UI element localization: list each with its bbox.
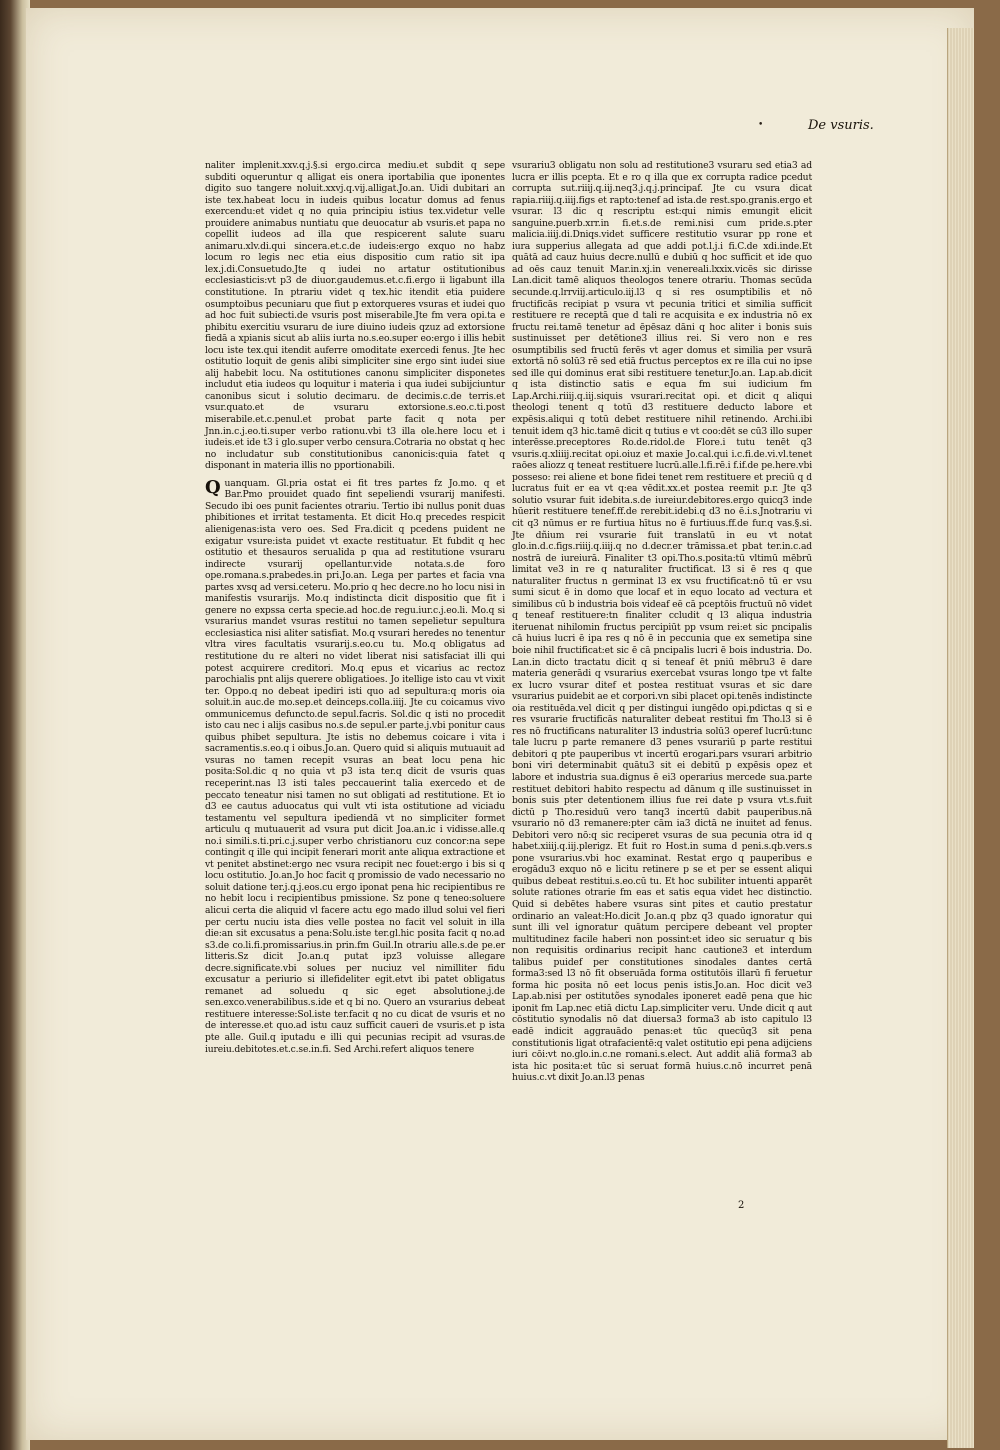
running-head: De vsuris. xyxy=(808,118,874,133)
right-text-column xyxy=(512,160,812,1084)
left-paragraph-2-wrapper xyxy=(205,478,505,1055)
page-fore-edge xyxy=(947,28,974,1448)
left-paragraph-2: uanquam. Gl.pria ostat ei fit tres partes fz Jo.mo. q et Bar.Pmo prouidet quado fint sepeliendi vsurarij manifesti. Secudo ibi oes punit facientes otrariu. Tertio ibi nullus ponit duas phibitiones et irritat testamenta. Et dicit Ho.q precedes respicit alienigenas:ista vero oes. Sed Fra.dicit q pcedens puident ne exigatur vsure:ista puidet vt exacte restituatur. Et fubdit q hec ostitutio et thesauros serualida p qua ad restitutione vsuraru indirecte vsurarij opellantur.vide notata.s.de foro ope.romana.s.prabedes.in pri.Jo.an. Lega per partes et facia vna partes xvsq ad versi.ceteru. Mo.prio q hec decre.no ho locu nisi in manifestis vsurarijs. Mo.q indistincta dicit dispositio que fit i genere no expssa certa specie.ad hoc.de regu.iur.c.j.eo.li. Mo.q si vsurarius mandet vsuras restitui no tamen sepelietur sepultura ecclesiastica nisi aliter satisfiat. Mo.q vsurari heredes no tenentur vltra vires facultatis vsurarij.s.eo.cu tu. Mo.q obligatus ad restitutione du re alteri no videt liberat nisi satisfaciat illi qui potest acquirere creditori. Mo.q epus et vicarius ac rectoz parochialis pnt alijs querere obligatioes. Jo itellige isto cau vt vixit ter. Oppo.q no debeat ipediri isti quo ad sepultura:q moris oia soluit.in auc.de mo.sep.et deinceps.colla.iiij. Jte cu coicamus vivo ommunicemus defuncto.de sepul.facris. Sol.dic q isti no procedit isto cau nec i alijs casibus no.s.de sepul.er parte.j.vbi ponitur caus quibus phibet sepultura. Jte istis no debemus coicare i vita i sacramentis.s.eo.q i oibus.Jo.an. Quero quid si aliquis mutuauit ad vsuras no tamen recepit vsuras an beat locu pena hic posita:Sol.dic q no quia vt p3 ista ter.q dicit de vsuris quas receperint.nas l3 isti tales peccauerint talia exercedo et de peccato teneatur nisi tamen no sut obligati ad restitutione. Et io d3 ee cautus aduocatus qui vult vti ista ostitutione ad viciadu testamentu vel sepultura ipediendā vt no simpliciter formet articulu q mutuauerit ad vsura put dicit Joa.an.ic i vidisse.alle.q no.i simili.s.ti.pri.c.j.super verbo christianoru cuz concor:na sepe contingit q ille qui incipit fenerari morit ante aliqua extractione et vt penitet abstinet:ergo nec vsura recipit nec fouet:ergo i bis si q locu ostitutio. Jo.an.Jo hoc facit q promissio de vado necessario no soluit datione ter.j.q.j.eos.cu ergo iponat pena hic recipientibus re no hebit locu i recipientibus pmissione. Sz pone q teneo:soluere alicui certa die aliquid vl facere actu ego mado illud solui vel fieri per certu nuciu ista dies velle postea no facit vel soluit in illa die:an sit excusatus a pena:Solu.iste ter.gl.hic posita facit q no.ad s3.de co.li.fi.promissarius.in prin.fm Guil.In otrariu alle.s.de pe.er litteris.Sz dicit Jo.an.q putat ipz3 voluisse allegare decre.significate.vbi solues per nuciuz vel nimilliter fidu excusatur a periurio si illefideliter egit.etvt ibi patet obligatus remanet ad soluedu q sic eget absolutione.j.de sen.exco.venerabilibus.s.ide et q bi no. Quero an vsurarius debeat restituere interesse:Sol.iste ter.facit q no cu dicat de vsuris et no de interesse.et quo.ad istu cauz sufficit caueri de vsuris.et p ista pte alle. Guil.q iputadu e illi qui pecunias recipit ad vsuras.de iureiu.debitotes.et.c.se.in.fi. Sed Archi.refert aliquos tenere xyxy=(205,477,505,1055)
left-text-column xyxy=(205,160,505,1055)
decorated-initial: Q xyxy=(205,476,221,498)
margin-dot-mark: • xyxy=(758,120,764,130)
left-paragraph-1: naliter implenit.xxv.q.j.§.si ergo.circa mediu.et subdit q sepe subditi oqueruntur q alligat eis onera iportabilia que iponentes digito suo tangere noluit.xxvj.q.vij.alligat.Jo.an. Uidi dubitari an iste tex.habeat locu in iudeis quibus locatur domus ad fenus exercendu:et videt q no quia principiu istius tex.videtur velle prouidere animabus nuntiatu que deuocatur ab vsuris.et papa no copellit iudeos ad illa que respicerent salute suaru animaru.xlv.di.qui sincera.et.c.de iudeis:ergo exquo no habz locum ro legis nec etia eius dispositio cum ratio sit ipa lex.j.di.Consuetudo.Jte q iudei no artatur ostitutionibus ecclesiasticis:vt p3 de diuor.gaudemus.et.c.fi.ergo ii ligabunt illa constitutione. In ptrariu videt q tex.hic itendit etia puidere osumptoibus pecuniaru que fiut p extorqueres vsuras et iudei quo ad hoc fuit subiecti.de vsuris post miserabile.Jte fm vera opi.ta e phibitu exercitiu vsuraru de iure diuino iudeis qzuz ad extorsione fiedā a xpianis sicut ab aliis iurta no.s.eo.super eo:ergo i illis hebit locu iste tex.qui itendit auferre omoditate exercedi fenus. Jte hec ostitutio loquit de genis alibi simpliciter sine ergo sint iudei siue alij habebit locu. Na ostitutiones canonu simpliciter disponetes includut etia iudeos qu loquitur i materia i qua iudei subijciuntur canonibus sicut i solutio decimaru. de decimis.c.de terris.et vsur.quato.et de vsuraru extorsione.s.eo.c.ti.post miserabile.et.c.penul.et probat parte facit q nota per Jnn.in.c.j.eo.ti.super verbo rationu.vbi t3 illa ole.here locu et i iudeis.et ide t3 i glo.super verbo censura.Cotraria no obstat q hec no includatur sub constitutionibus canonicis:quia fatet q disponant in materia illis no pportionabili. xyxy=(205,160,505,472)
signature-mark: 2 xyxy=(738,1200,745,1211)
right-paragraph-1: vsurariu3 obligatu non solu ad restitutione3 vsuraru sed etia3 ad lucra er illis pcepta. Et e ro q illa que ex corrupta radice pcedut corrupta sut.riiij.q.iij.neq3.j.q.j.principaf. Jte cu vsura dicat rapia.riiij.q.iiij.figs et rapto:tenef ad ista.de rest.spo.granis.ergo et vsurar. l3 dic q rescriptu est:qui nimis emungit elicit sanguine.puerb.xrr.in fi.et.s.de remi.nisi cum pride.s.pter malicia.iiij.di.Dniqs.videt sufficere restitutio vsurar pp rone et iura supperius allegata ad que addi pot.l.j.i fi.C.de xdi.inde.Et quātā ad cauz huius decre.nullū e dubiū q hoc sufficit et ide quo ad oēs cauz tenuit Mar.in.xj.in venereali.lxxix.vicēs sic dirisse Lan.dicit tamē aliquos theologos tenere otrariu. Thomas secūda secunde.q.lrrviij.articulo.iij.l3 q si res osumptibilis et nō fructificās recipiat p vsura vt pecunia tritici et similia sufficit restituere re receptā que d tali re acquisita e ex industria nō ex fructu rei.tamē tenetur ad ēpēsaz dāni q hoc aliter i bonis suis sustinuisset per detētione3 illius rei. Si vero non e res osumptibilis sed fructū ferēs vt ager domus et similia per vsurā extortā nō solū3 rē sed etiā fructus perceptos ex re illa cui no ipse sed ille qui dominus erat sibi restituere tenetur.Jo.an. Lap.ab.dicit q ista distinctio satis e equa fm sui iudicium fm Lap.Archi.riiij.q.iij.siquis vsurari.recitat opi. et dicit q aliqui theologi tenent q totū d3 restituere deducto labore et expēsis.aliqui q totū debet restituere nihil retinendo. Archi.ibi tenuit idem q3 hic.tamē dicit q tutius e vt coo:dēt se cū3 illo super interēsse.preceptores Ro.de.ridol.de Flore.i tutu tenēt q3 vsuris.q.xliiij.recitat opi.oiuz et maxie Jo.cal.qui i.c.fi.de.vi.vl.tenet raōes aliozz q teneat restituere lucrū.alle.l.fi.rē.i f.if.de pe.here.vbi posseso: rei aliene et bone fidei tenet rem restituere et preciū q d lucratus fuit er ea vt q:ea vēdit.xx.et postea reemit p.r. Jte q3 solutio vsurar fuit idebita.s.de iureiur.debitores.ergo quicq3 inde hūerit restituere tenef.ff.de rerebit.idebi.q d3 no ē.i.s.Jnotrariu vi cit q3 nūmus er re furtiua hītus no ē furtiuus.ff.de fur.q vas.§.si. Jte dñium rei vsurarie fuit translatū in eu vt notat glo.in.d.c.figs.riiij.q.iiij.q no d.decr.er trāmissa.et pbat ter.in.c.ad nostrā de iureiurā. Finaliter t3 opi.Tho.s.posita:tū vltimū mēbrū limitat ve3 in re q naturaliter fructificat. l3 si ē res q que naturaliter fructus n germinat l3 ex vsu fructificat:nō tū er vsu sumi sicut ē in domo que locaf et in equo locato ad vectura et similibus cū b industria bois videaf eē cā pceptōis fructuū nō videt q teneaf restituere:tn finaliter ccludit q l3 aliqua industria iteruenat nihilomin fructus percipiūt pp vsum rei:et sic pncipalis cā huius lucri ē ipa res q nō ē in peccunia que ex semetipa sine boie nihil fructificat:et sic ē cā pncipalis lucri ē bois industria. Do. Lan.in dicto tractatu dicit q si teneaf ēt pniū mēbru3 ē dare materia generādi q vsurarius exercebat vsuras longo tpe vt falte ex lucro vsurar ditef et postea restituat vsuras et sic dare vsurarius puidebit ae et corpori.vn sibi placet opi.tenēs indistincte oia restituēda.vel dicit q per distingui iungēdo opi.pdictas q si e res vsurarie fructificās naturaliter debeat restitui fm Tho.l3 si ē res nō fructificans naturaliter l3 industria solū3 operef lucrū:tunc tale lucru p parte remanere d3 penes vsurariū p parte restitui debitori q pte pauperibus vt incertū erogari.pars vsurari arbitrio boni viri determinabit quātu3 sit ei debitū p expēsis opez et labore et industria sua.dignus ē ei3 operarius mercede sua.parte restituet debitori habito respectu ad dānum q ille sustinuisset in bonis suis pter detentionem illius fue rei date p vsura vt.s.fuit dictū p Tho.residuū vero tanq3 incertū dabit pauperibus.nā vsurario nō d3 remanere:pter cām ia3 dictā ne inuitet ad fenus. Debitori vero nō:q sic reciperet vsuras de sua pecunia otra id q habet.xiiij.q.iij.plerigz. Et fuit ro Host.in suma d peni.s.qb.vers.s pone vsurarius.vbi hoc examinat. Restat ergo q pauperibus e erogādu3 exquo nō e licitu retinere p se et per se essent aliqui quibus debeat restitui.s.eo.cū tu. Et hoc subiliter intuenti apparēt solute rationes otrarie fm eas et satis equa videt hec distinctio. Quid si debētes habere vsuras sint pites et cautio prestatur ordinario an valeat:Ho.dicit Jo.an.q pbz q3 quado ignoratur qui sunt illi vel ignoratur quātum percipere debeant vel propter multitudinez facile haberi non possint:et ideo sic seruatur q bis non requisitis ordinarius recipit hanc cautione3 et interdum talibus puidef per constitutiones sinodales dantes certā forma3:sed l3 nō fit obseruāda forma ostitutōis illarū fi feruetur forma hic posita nō eet locus penis istis.Jo.an. Hoc dicit ve3 Lap.ab.nisi per ostitutões synodales iponeret eadē pena que hic iponit fm Lap.nec etiā dictu Lap.simpliciter veru. Unde dicit q aut cōstitutio synodalis nō dat diuersa3 forma3 ab isto capitulo l3 eadē indicit aggrauādo penas:et tūc quecūq3 sit pena constitutionis ligat otrafacientē:q valet ostitutio epi pena adijciens iuri cōi:vt no.glo.in.c.ne romani.s.elect. Aut addit aliā forma3 ab ista hic posita:et tūc si seruat formā huius.c.nō incurret penā huius.c.vt dixit Jo.an.l3 penas xyxy=(512,160,812,1084)
